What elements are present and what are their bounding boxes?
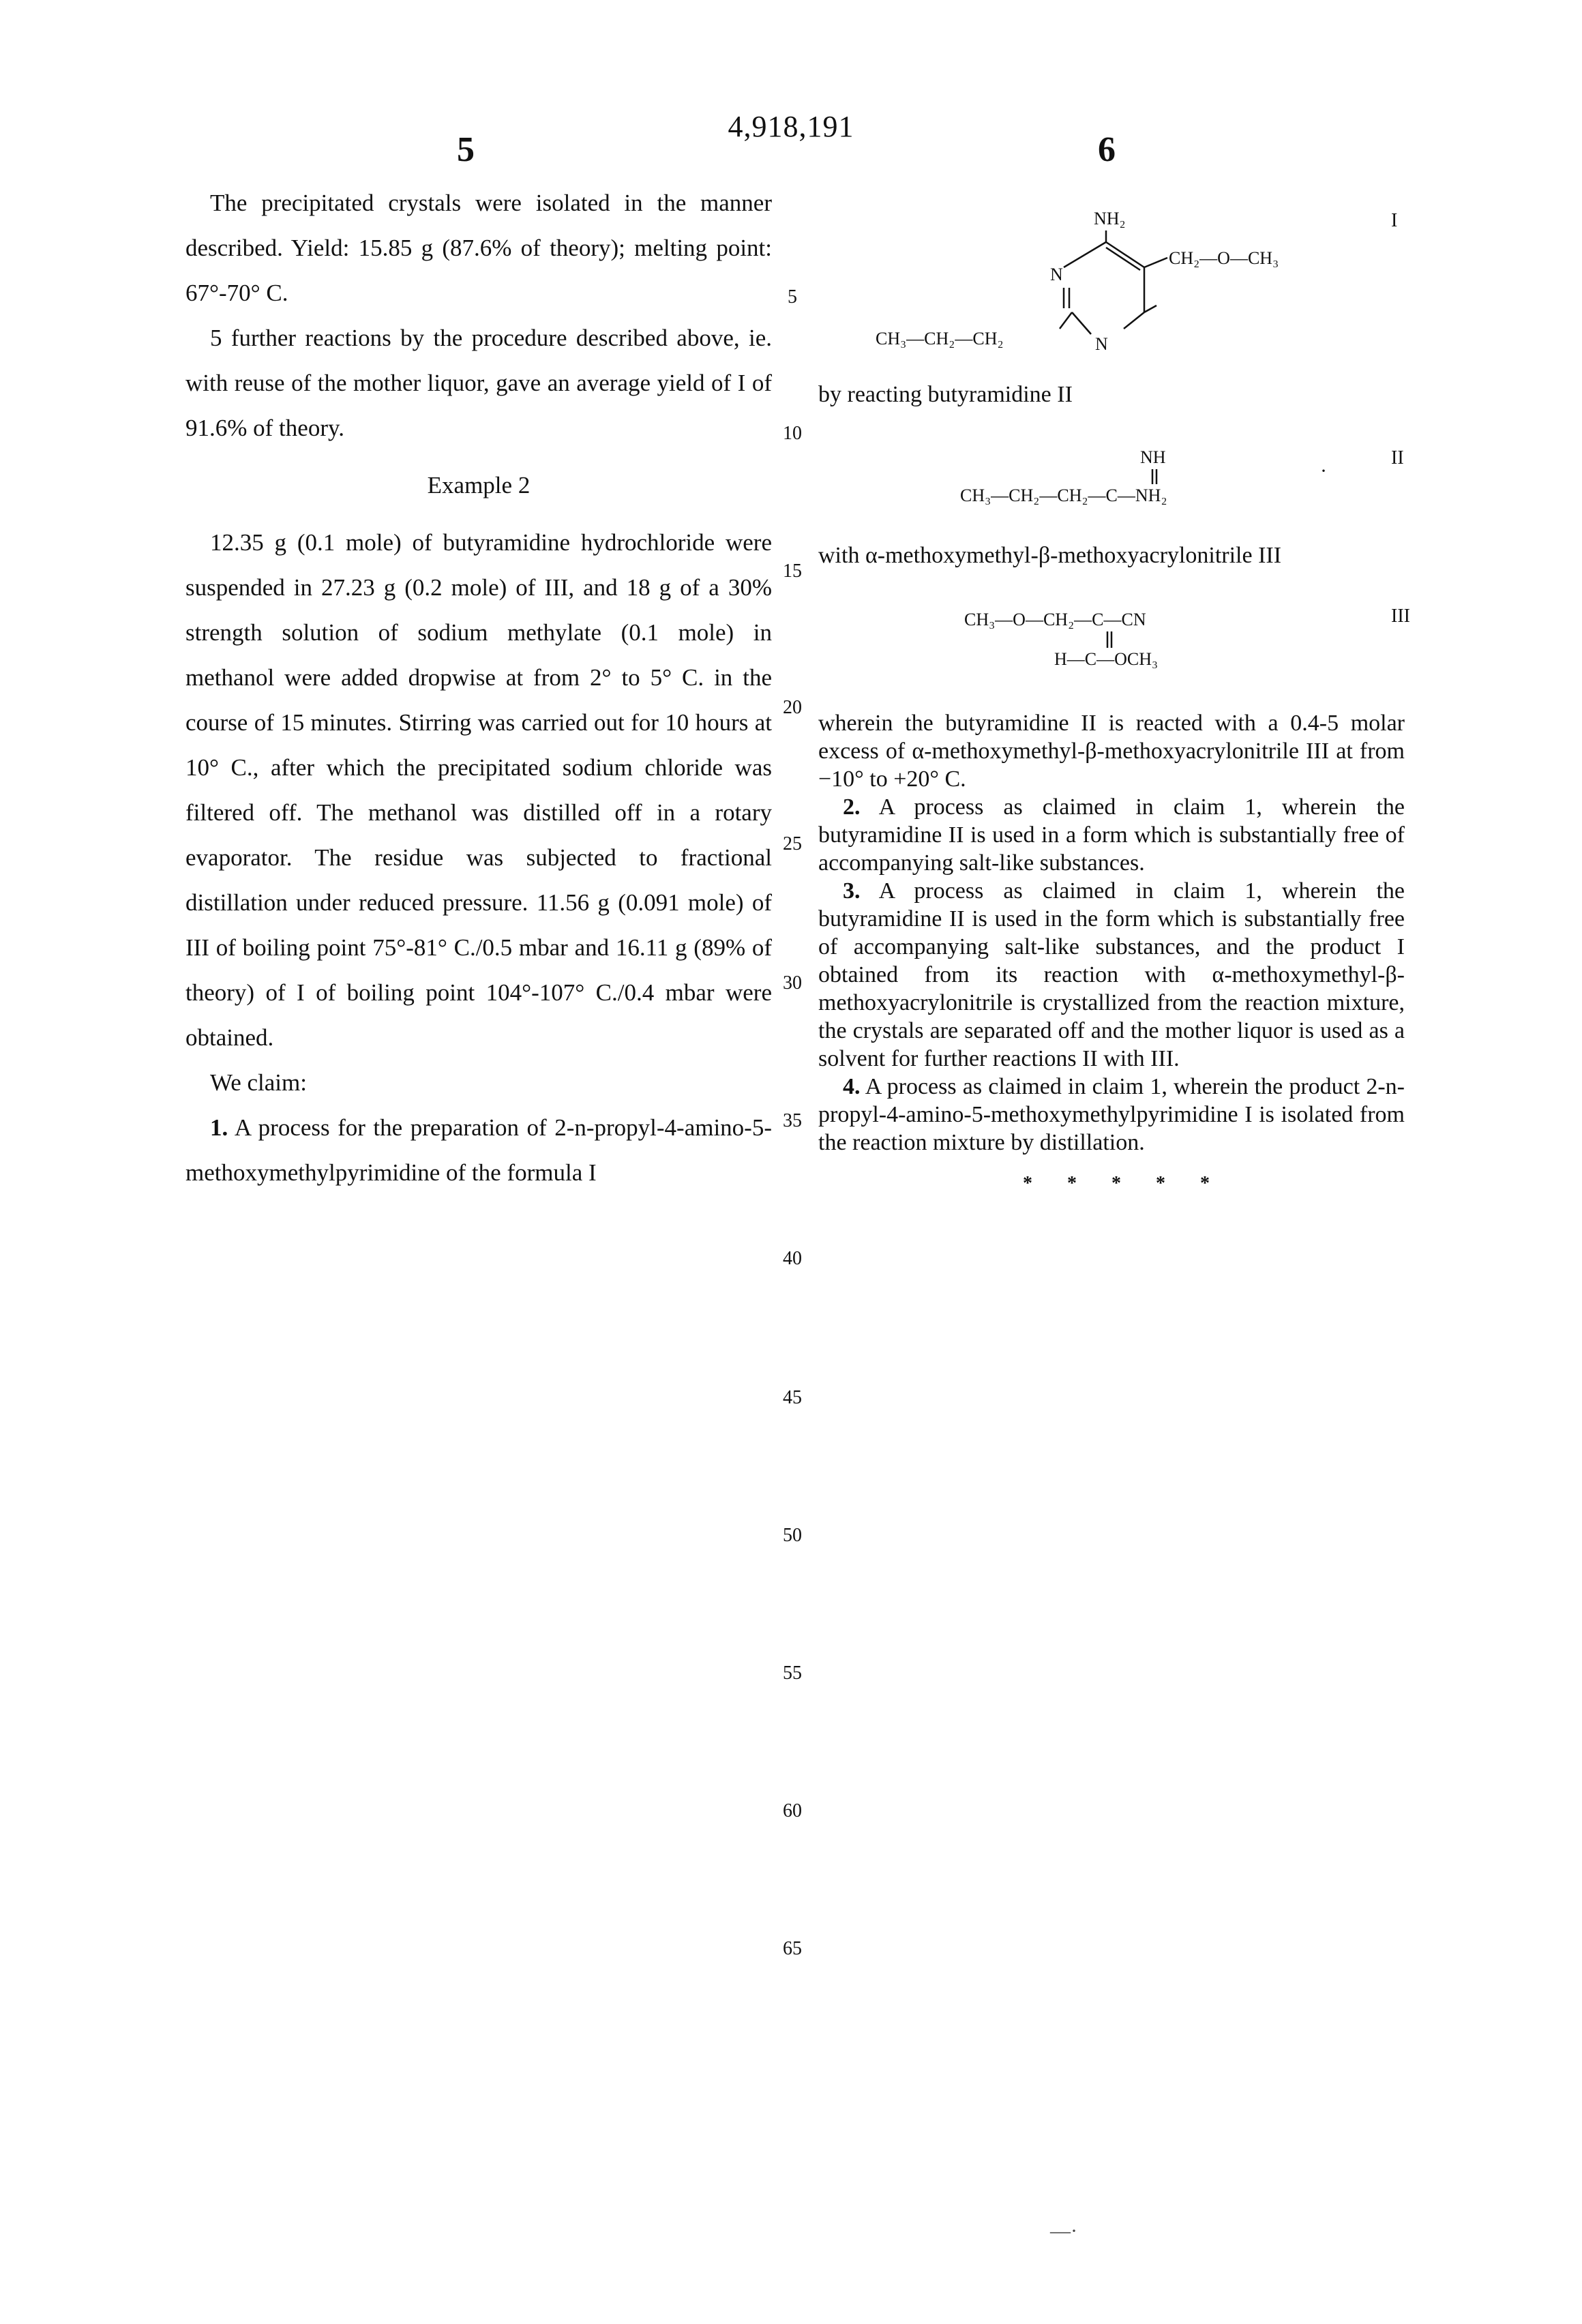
end-of-claims-marks: * * * * * bbox=[1023, 1173, 1225, 1195]
formula2-dot: · bbox=[1320, 460, 1327, 483]
pyrimidine-ring-bonds bbox=[1023, 225, 1186, 355]
formula3-top: CH₃—O—CH₂—C—CN bbox=[964, 610, 1146, 630]
line-number: 30 bbox=[765, 972, 820, 994]
text-with-iii: with α-methoxymethyl-β-methoxyacrylonitrile III bbox=[818, 541, 1405, 569]
bond-n1-c2 bbox=[1072, 312, 1091, 334]
formula1-n-top: N bbox=[1050, 265, 1063, 285]
line-number: 35 bbox=[765, 1110, 820, 1132]
formula1-nh2: NH₂ bbox=[1094, 209, 1126, 229]
claim-3-number: 3. bbox=[843, 878, 861, 904]
formula2-chain: CH₃—CH₂—CH₂—C—NH₂ bbox=[960, 486, 1167, 506]
line-number: 25 bbox=[765, 833, 820, 855]
formula2-double-bond bbox=[1148, 468, 1162, 486]
formula1-side-chain: CH₂—O—CH₃ bbox=[1169, 248, 1279, 269]
formula2-nh: NH bbox=[1140, 447, 1166, 468]
claim-4 bbox=[818, 1073, 1405, 1157]
left-page-number: 5 bbox=[457, 130, 475, 170]
line-number: 65 bbox=[765, 1938, 820, 1960]
bond-c6-h bbox=[1144, 306, 1156, 312]
bond-c4-c5 bbox=[1106, 242, 1144, 267]
bond-c5-ch2 bbox=[1144, 258, 1167, 267]
formula1-n-bottom: N bbox=[1095, 334, 1108, 355]
example-heading: Example 2 bbox=[185, 463, 772, 508]
claim-1 bbox=[185, 1105, 772, 1195]
formula1-propyl: CH₃—CH₂—CH₂ bbox=[876, 329, 1004, 349]
formula-label-ii: II bbox=[1391, 447, 1404, 469]
claim-1-text: A process for the preparation of 2-n-propyl-4-amino-5-methoxymethylpyrimidine of the formula I bbox=[185, 1114, 772, 1186]
claim-4-text: A process as claimed in claim 1, wherein the product 2-n-propyl-4-amino-5-methoxymethylpyrimidine I is isolated from the reaction mixture by distillation. bbox=[818, 1074, 1405, 1155]
bond-n-c4 bbox=[1064, 242, 1106, 267]
paragraph-wherein: wherein the butyramidine II is reacted with a 0.4-5 molar excess of α-methoxymethyl-β-methoxyacrylonitrile III at from −10° to +20° C. bbox=[818, 709, 1405, 793]
text-by-reacting: by reacting butyramidine II bbox=[818, 381, 1405, 408]
line-number: 50 bbox=[765, 1525, 820, 1547]
claims-intro: We claim: bbox=[185, 1060, 772, 1105]
line-number: 55 bbox=[765, 1663, 820, 1684]
line-number: 5 bbox=[765, 286, 820, 308]
claim-3 bbox=[818, 877, 1405, 1073]
bond-c2-propyl bbox=[1060, 312, 1072, 329]
line-number: 10 bbox=[765, 423, 820, 445]
line-number: 60 bbox=[765, 1800, 820, 1822]
formula-label-iii: III bbox=[1391, 606, 1410, 627]
formula-label-i: I bbox=[1391, 210, 1397, 232]
line-number: 40 bbox=[765, 1248, 820, 1270]
bond-c6-n1 bbox=[1124, 312, 1144, 329]
patent-number: 4,918,191 bbox=[723, 109, 859, 144]
paragraph-further-reactions: 5 further reactions by the procedure described above, ie. with reuse of the mother liquor, gave an average yield of I of 91.6% of theory. bbox=[185, 316, 772, 451]
right-page-number: 6 bbox=[1098, 130, 1116, 170]
formula3-double-bond bbox=[1103, 630, 1117, 649]
formula3-bottom: H—C—OCH₃ bbox=[1054, 649, 1158, 670]
claim-2-number: 2. bbox=[843, 794, 861, 820]
right-claims-block bbox=[818, 709, 1405, 1157]
claim-1-number: 1. bbox=[210, 1114, 228, 1141]
paragraph-example-2: 12.35 g (0.1 mole) of butyramidine hydrochloride were suspended in 27.23 g (0.2 mole) of III, and 18 g of a 30% strength solution of sodium methylate (0.1 mole) in methanol were added dropwise at from 2° to 5° C. in the course of 15 minutes. Stirring was carried out for 10 hours at 10° C., after which the precipitated sodium chloride was filtered off. The methanol was distilled off in a rotary evaporator. The residue was subjected to fractional distillation under reduced pressure. 11.56 g (0.091 mole) of III of boiling point 75°-81° C./0.5 mbar and 16.11 g (89% of theory) of I of boiling point 104°-107° C./0.4 mbar were obtained. bbox=[185, 520, 772, 1060]
claim-2 bbox=[818, 793, 1405, 877]
line-number: 45 bbox=[765, 1387, 820, 1409]
line-number: 15 bbox=[765, 561, 820, 582]
bond-c4-c5-double bbox=[1106, 248, 1140, 270]
footer-mark: —· bbox=[1050, 2220, 1077, 2243]
paragraph-crystals: The precipitated crystals were isolated in the manner described. Yield: 15.85 g (87.6% of theory); melting point: 67°-70° C. bbox=[185, 181, 772, 316]
left-column bbox=[185, 181, 772, 1195]
claim-4-number: 4. bbox=[843, 1074, 861, 1099]
claim-3-text: A process as claimed in claim 1, wherein the butyramidine II is used in the form which is substantially free of accompanying salt-like substances, and the product I obtained from its reaction with α-methoxymethyl-β-methoxyacrylonitrile is crystallized from the reaction mixture, the crystals are separated off and the mother liquor is used as a solvent for further reactions II with III. bbox=[818, 878, 1405, 1071]
claim-2-text: A process as claimed in claim 1, wherein the butyramidine II is used in a form which is substantially free of accompanying salt-like substances. bbox=[818, 794, 1405, 876]
line-number: 20 bbox=[765, 697, 820, 719]
